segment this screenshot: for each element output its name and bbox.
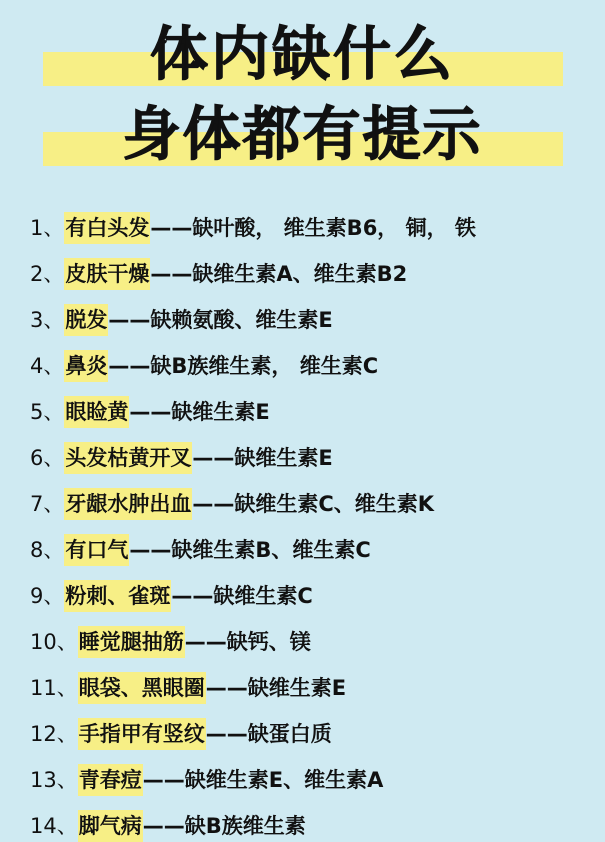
list-item-cause: ——缺维生素A、维生素B2 <box>150 262 408 286</box>
list-item-symptom: 手指甲有竖纹 <box>78 718 206 750</box>
list-item-symptom: 粉刺、雀斑 <box>64 580 171 612</box>
list-item <box>30 534 605 566</box>
list-item-number: 1、 <box>30 216 65 240</box>
poster-title <box>0 0 605 184</box>
list-item-cause: ——缺维生素E <box>129 400 270 424</box>
list-item-number: 4、 <box>30 354 65 378</box>
title-line-1-text: 体内缺什么 <box>149 20 455 88</box>
list-item-symptom: 皮肤干燥 <box>64 258 150 290</box>
list-item-symptom: 牙龈水肿出血 <box>64 488 192 520</box>
list-item-number: 5、 <box>30 400 65 424</box>
list-item-number: 11、 <box>30 676 78 700</box>
list-item-symptom: 有白头发 <box>64 212 150 244</box>
list-item-symptom: 眼睑黄 <box>64 396 129 428</box>
list-item-number: 10、 <box>30 630 78 654</box>
title-line-2-text: 身体都有提示 <box>122 100 483 168</box>
list-item-cause: ——缺维生素E <box>192 446 333 470</box>
list-item-cause: ——缺蛋白质 <box>205 722 332 746</box>
list-item-number: 2、 <box>30 262 65 286</box>
list-item-symptom: 有口气 <box>64 534 129 566</box>
list-item-cause: ——缺叶酸， 维生素B6， 铜， 铁 <box>150 216 476 240</box>
list-item-symptom: 鼻炎 <box>64 350 108 382</box>
list-item-cause: ——缺维生素B、维生素C <box>129 538 371 562</box>
list-item <box>30 672 605 704</box>
list-item <box>30 718 605 750</box>
list-item-number: 13、 <box>30 768 78 792</box>
list-item-cause: ——缺维生素E、维生素A <box>142 768 384 792</box>
list-item <box>30 212 605 244</box>
list-item-cause: ——缺赖氨酸、维生素E <box>108 308 333 332</box>
list-item-cause: ——缺钙、镁 <box>184 630 311 654</box>
list-item-number: 3、 <box>30 308 65 332</box>
list-item-symptom: 睡觉腿抽筋 <box>78 626 185 658</box>
list-item <box>30 488 605 520</box>
list-item-cause: ——缺维生素C、维生素K <box>192 492 435 516</box>
list-item-cause: ——缺维生素E <box>205 676 347 700</box>
list-item-symptom: 眼袋、黑眼圈 <box>78 672 206 704</box>
list-item-symptom: 脚气病 <box>78 810 143 842</box>
list-item <box>30 304 605 336</box>
list-item <box>30 350 605 382</box>
title-line-1 <box>43 18 563 90</box>
title-line-2 <box>43 98 563 170</box>
list-item-number: 9、 <box>30 584 65 608</box>
list-item-cause: ——缺B族维生素， 维生素C <box>108 354 379 378</box>
list-item-number: 8、 <box>30 538 65 562</box>
symptom-list <box>0 212 605 842</box>
list-item <box>30 580 605 612</box>
list-item-cause: ——缺B族维生素 <box>142 814 306 838</box>
list-item-number: 6、 <box>30 446 65 470</box>
list-item <box>30 764 605 796</box>
list-item <box>30 442 605 474</box>
list-item-number: 7、 <box>30 492 65 516</box>
list-item <box>30 626 605 658</box>
list-item-cause: ——缺维生素C <box>171 584 313 608</box>
list-item-symptom: 脱发 <box>64 304 108 336</box>
list-item-number: 14、 <box>30 814 78 838</box>
list-item-number: 12、 <box>30 722 78 746</box>
list-item <box>30 258 605 290</box>
list-item-symptom: 头发枯黄开叉 <box>64 442 192 474</box>
list-item <box>30 810 605 842</box>
list-item <box>30 396 605 428</box>
list-item-symptom: 青春痘 <box>78 764 143 796</box>
